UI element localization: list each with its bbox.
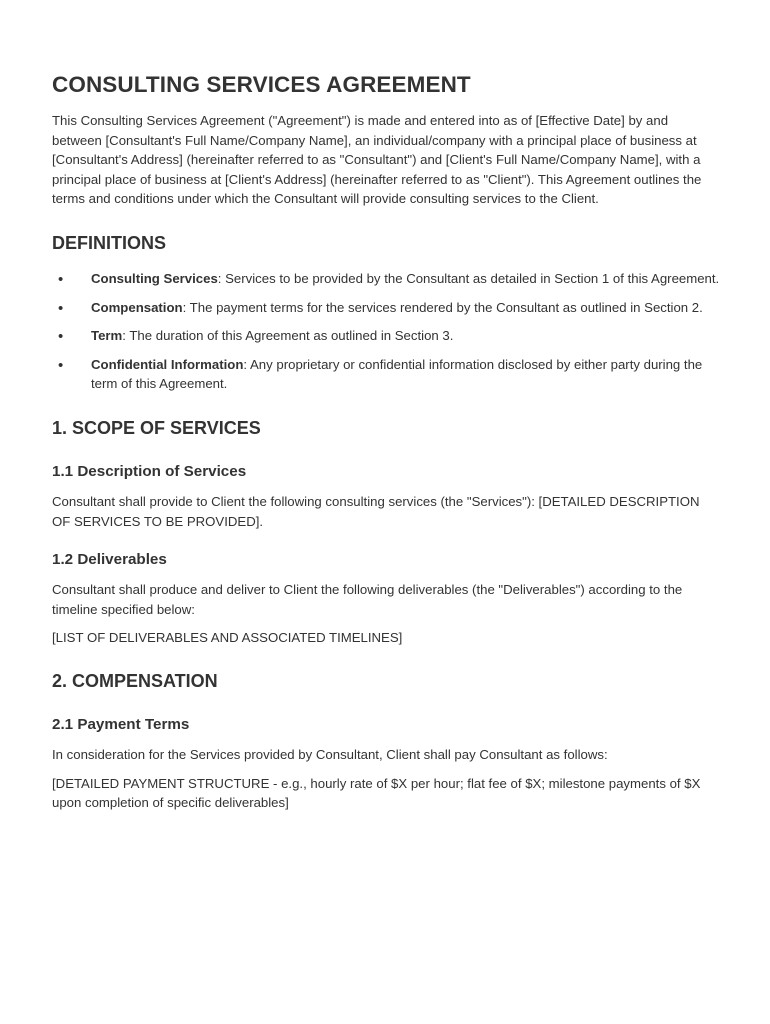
bullet-icon: • xyxy=(58,328,64,346)
section-1-2-heading: 1.2 Deliverables xyxy=(52,551,167,569)
section-2-1-text: In consideration for the Services provided by Consultant, Client shall pay Consultant as follows: xyxy=(52,746,608,762)
definition-term: Confidential Information xyxy=(91,356,244,372)
section-1-2-text: Consultant shall produce and deliver to Client the following deliverables (the "Deliverables") according to the timeline specified below: xyxy=(52,582,683,617)
section-2-heading: 2. COMPENSATION xyxy=(52,670,218,691)
deliverables-placeholder: [LIST OF DELIVERABLES AND ASSOCIATED TIMELINES] xyxy=(52,630,403,646)
definition-item xyxy=(52,269,726,289)
document-content xyxy=(52,70,720,813)
definition-term: Term xyxy=(91,328,123,344)
definition-text: : The duration of this Agreement as outlined in Section 3. xyxy=(122,328,454,344)
definition-item xyxy=(52,355,726,394)
payment-placeholder: [DETAILED PAYMENT STRUCTURE - e.g., hourly rate of $X per hour; flat fee of $X; milestone payments of $X upon completion of specific deliverables] xyxy=(52,775,701,811)
bullet-icon: • xyxy=(58,270,64,288)
definition-text: : The payment terms for the services rendered by the Consultant as outlined in Section 2. xyxy=(182,299,703,315)
definition-term: Consulting Services xyxy=(91,270,218,286)
definition-item xyxy=(52,326,726,346)
document-title: CONSULTING SERVICES AGREEMENT xyxy=(52,72,471,97)
section-2-1-heading: 2.1 Payment Terms xyxy=(52,715,190,733)
section-1-heading: 1. SCOPE OF SERVICES xyxy=(52,417,261,438)
definition-item xyxy=(52,298,726,318)
definitions-heading: DEFINITIONS xyxy=(52,232,167,253)
definitions-list xyxy=(52,269,720,394)
intro-paragraph: This Consulting Services Agreement ("Agreement") is made and entered into as of [Effective Date] by and between [Consultant's Full Name/Company Name], an individual/company with a principal place of business at [Consultant's Address] (hereinafter referred to as "Consultant") and [Client's Full Name/Company Name], with a principal place of business at [Client's Address] (hereinafter referred to as "Client"). This Agreement outlines the terms and conditions under which the Consultant will provide consulting services to the Client. xyxy=(52,113,702,207)
bullet-icon: • xyxy=(58,299,64,317)
bullet-icon: • xyxy=(58,356,64,374)
definition-term: Compensation xyxy=(91,299,183,315)
section-1-1-text: Consultant shall provide to Client the following consulting services (the "Services"): [DETAILED DESCRIPTION OF SERVICES TO BE PROVIDED]. xyxy=(52,493,700,529)
definition-text: : Any proprietary or confidential information disclosed by either party during the term of this Agreement. xyxy=(91,356,703,392)
definition-text: : Services to be provided by the Consultant as detailed in Section 1 of this Agreement. xyxy=(217,270,720,286)
section-1-1-heading: 1.1 Description of Services xyxy=(52,462,247,480)
